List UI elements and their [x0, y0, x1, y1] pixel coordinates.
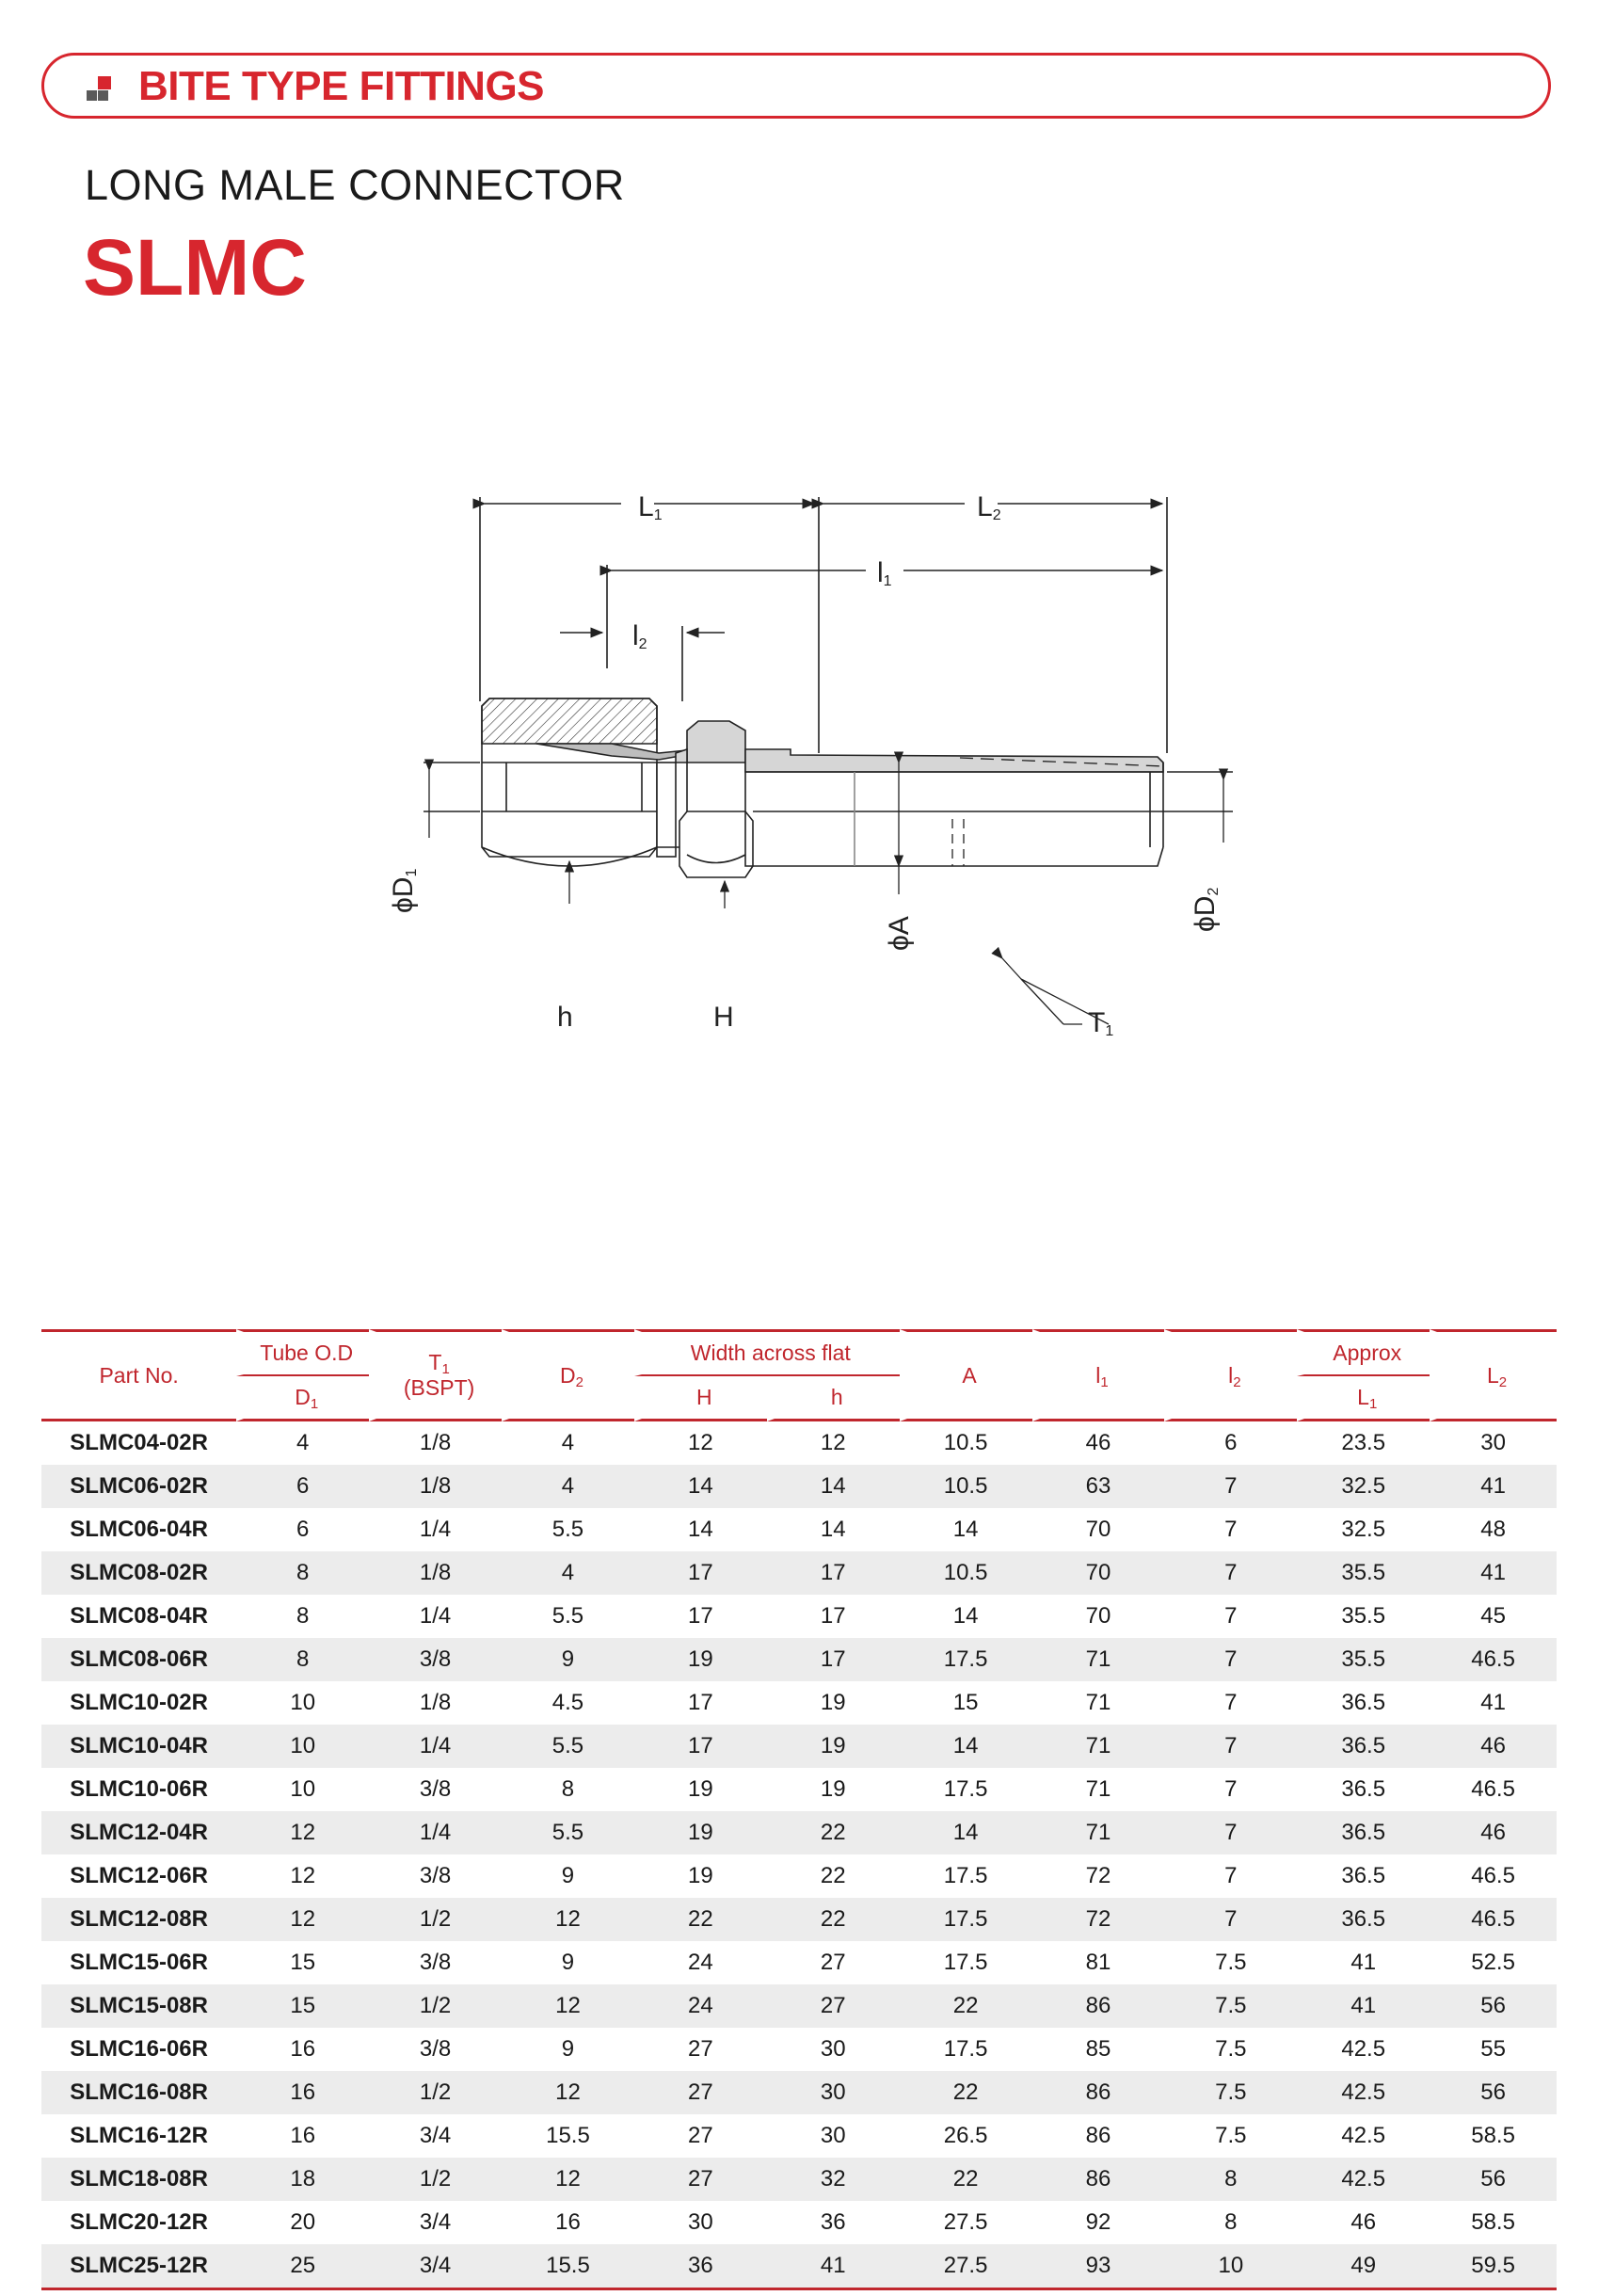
table-cell: 17 — [687, 1690, 713, 1715]
table-cell: 1/8 — [369, 1551, 502, 1595]
table-cell: 6 — [1224, 1430, 1238, 1455]
table-cell: 19 — [820, 1776, 846, 1802]
table-cell: 70 — [1032, 1551, 1165, 1595]
label-A: ϕA — [884, 916, 915, 951]
table-cell: 92 — [1085, 2209, 1111, 2235]
table-cell: 7 — [1224, 1603, 1238, 1629]
table-cell: 26.5 — [943, 2123, 988, 2148]
table-cell: 55 — [1480, 2036, 1506, 2062]
part-number-cell: SLMC12-06R — [70, 1863, 208, 1888]
table-cell: 46 — [1430, 1725, 1557, 1768]
table-cell: 17 — [634, 1551, 767, 1595]
table-cell: 46 — [1085, 1430, 1111, 1455]
table-cell: 86 — [1032, 2071, 1165, 2114]
table-cell: 23.5 — [1341, 1430, 1386, 1455]
table-cell: 3/8 — [419, 1776, 452, 1802]
table-cell: 6 — [296, 1517, 310, 1542]
part-number-cell: SLMC16-06R — [70, 2036, 208, 2062]
table-cell: 10 — [290, 1690, 316, 1715]
table-cell: 16 — [290, 2036, 316, 2062]
table-cell: 20 — [290, 2209, 316, 2235]
part-number-cell: SLMC16-08R — [41, 2071, 236, 2114]
table-cell: 86 — [1032, 1984, 1165, 2028]
table-cell: 14 — [767, 1465, 900, 1508]
table-cell: 3/4 — [419, 2123, 452, 2148]
table-cell: 14 — [952, 1517, 979, 1542]
table-cell: 15 — [290, 1950, 316, 1975]
th-L1: L1 — [1297, 1376, 1430, 1421]
label-h: h — [557, 1002, 573, 1033]
table-cell: 17.5 — [943, 1776, 988, 1802]
table-cell: 32 — [767, 2158, 900, 2201]
table-cell: 7 — [1164, 1898, 1297, 1941]
label-l1: l1 — [877, 557, 892, 589]
table-cell: 4 — [502, 1465, 634, 1508]
table-cell: 59.5 — [1430, 2244, 1557, 2290]
table-cell: 24 — [687, 1950, 713, 1975]
part-number-cell: SLMC25-12R — [41, 2244, 236, 2290]
table-cell: 36.5 — [1297, 1725, 1430, 1768]
label-D1: ϕD1 — [388, 868, 420, 913]
table-cell: 41 — [1297, 1984, 1430, 2028]
table-cell: 58.5 — [1471, 2209, 1515, 2235]
table-cell: 3/4 — [369, 2244, 502, 2290]
table-cell: 7 — [1164, 1551, 1297, 1595]
table-cell: 42.5 — [1297, 2158, 1430, 2201]
table-cell: 19 — [687, 1863, 713, 1888]
table-cell: 3/8 — [369, 1638, 502, 1681]
table-row — [41, 1595, 1557, 1638]
table-row — [41, 2114, 1557, 2158]
table-cell: 35.5 — [1297, 1638, 1430, 1681]
table-cell: 22 — [900, 2071, 1032, 2114]
table-cell: 46.5 — [1471, 1863, 1515, 1888]
table-cell: 17.5 — [900, 1898, 1032, 1941]
table-cell: 17.5 — [943, 1863, 988, 1888]
table-cell: 36 — [820, 2209, 846, 2235]
table-row — [41, 1465, 1557, 1508]
table-cell: 42.5 — [1341, 2123, 1386, 2148]
label-L2: L2 — [977, 491, 1001, 523]
th-part-no: Part No. — [41, 1329, 236, 1421]
th-tube-od: Tube O.D — [236, 1329, 369, 1376]
part-number-cell: SLMC08-02R — [41, 1551, 236, 1595]
table-cell: 7 — [1224, 1776, 1238, 1802]
table-cell: 1/2 — [369, 2071, 502, 2114]
table-cell: 16 — [555, 2209, 581, 2235]
table-cell: 1/4 — [369, 1725, 502, 1768]
th-t1: T1 (BSPT) — [369, 1329, 502, 1421]
table-cell: 7 — [1224, 1690, 1238, 1715]
table-cell: 86 — [1032, 2158, 1165, 2201]
table-cell: 27 — [634, 2158, 767, 2201]
label-H: H — [713, 1002, 734, 1033]
table-cell: 71 — [1032, 1725, 1165, 1768]
table-row — [41, 2244, 1557, 2290]
th-d2: D2 — [502, 1329, 634, 1421]
table-cell: 72 — [1032, 1898, 1165, 1941]
table-cell: 14 — [820, 1517, 846, 1542]
table-cell: 17.5 — [900, 1638, 1032, 1681]
spec-table — [41, 1329, 1557, 2290]
table-cell: 1/8 — [419, 1690, 452, 1715]
table-cell: 19 — [820, 1690, 846, 1715]
part-number-cell: SLMC08-06R — [41, 1638, 236, 1681]
table-cell: 12 — [236, 1898, 369, 1941]
part-number-cell: SLMC04-02R — [70, 1430, 208, 1455]
table-cell: 5.5 — [551, 1517, 584, 1542]
table-cell: 71 — [1032, 1638, 1165, 1681]
table-cell: 19 — [687, 1776, 713, 1802]
th-H: H — [634, 1376, 767, 1421]
table-cell: 19 — [767, 1725, 900, 1768]
table-cell: 7 — [1164, 1465, 1297, 1508]
table-cell: 12 — [236, 1811, 369, 1854]
table-cell: 9 — [561, 1950, 575, 1975]
table-cell: 6 — [236, 1465, 369, 1508]
table-row — [41, 1681, 1557, 1725]
table-cell: 7.5 — [1215, 2123, 1247, 2148]
table-cell: 41 — [767, 2244, 900, 2290]
table-cell: 7.5 — [1215, 1950, 1247, 1975]
table-cell: 46 — [1430, 1811, 1557, 1854]
table-row — [41, 1941, 1557, 1984]
table-cell: 71 — [1032, 1811, 1165, 1854]
table-cell: 12 — [502, 2158, 634, 2201]
part-number-cell: SLMC10-06R — [70, 1776, 208, 1802]
table-cell: 36.5 — [1297, 1898, 1430, 1941]
table-cell: 24 — [634, 1984, 767, 2028]
table-row — [41, 1421, 1557, 1465]
table-row — [41, 1898, 1557, 1941]
table-cell: 72 — [1085, 1863, 1111, 1888]
table-cell: 9 — [561, 1863, 575, 1888]
table-cell: 27 — [820, 1950, 846, 1975]
table-cell: 14 — [952, 1603, 979, 1629]
table-cell: 19 — [634, 1811, 767, 1854]
th-l2-small: l2 — [1164, 1329, 1297, 1421]
table-row — [41, 1638, 1557, 1681]
table-cell: 42.5 — [1341, 2036, 1386, 2062]
table-cell: 12 — [820, 1430, 846, 1455]
part-number-cell: SLMC08-04R — [70, 1603, 208, 1629]
table-cell: 1/2 — [369, 1898, 502, 1941]
table-cell: 8 — [236, 1638, 369, 1681]
table-cell: 8 — [296, 1603, 310, 1629]
table-cell: 85 — [1085, 2036, 1111, 2062]
table-cell: 9 — [561, 2036, 575, 2062]
label-T1: T1 — [1088, 1007, 1114, 1039]
table-cell: 58.5 — [1471, 2123, 1515, 2148]
table-cell: 1/4 — [369, 1811, 502, 1854]
table-cell: 3/8 — [419, 1950, 452, 1975]
header-banner — [41, 53, 1551, 119]
table-cell: 22 — [900, 1984, 1032, 2028]
part-number-cell: SLMC06-04R — [70, 1517, 208, 1542]
table-cell: 14 — [634, 1465, 767, 1508]
table-row — [41, 2201, 1557, 2244]
table-cell: 15.5 — [502, 2244, 634, 2290]
table-cell: 5.5 — [502, 1725, 634, 1768]
table-cell: 70 — [1085, 1517, 1111, 1542]
th-h: h — [767, 1376, 900, 1421]
part-number-cell: SLMC16-12R — [70, 2123, 208, 2148]
table-cell: 15.5 — [546, 2123, 590, 2148]
banner-title: BITE TYPE FITTINGS — [138, 63, 545, 109]
table-cell: 22 — [820, 1863, 846, 1888]
table-cell: 22 — [767, 1811, 900, 1854]
table-cell: 27 — [767, 1984, 900, 2028]
table-cell: 4.5 — [551, 1690, 584, 1715]
table-cell: 4 — [296, 1430, 310, 1455]
table-cell: 3/8 — [419, 2036, 452, 2062]
table-cell: 32.5 — [1341, 1517, 1386, 1542]
table-row — [41, 2028, 1557, 2071]
table-cell: 25 — [236, 2244, 369, 2290]
th-l1-small: l1 — [1032, 1329, 1165, 1421]
table-cell: 1/2 — [369, 1984, 502, 2028]
table-cell: 7 — [1224, 1517, 1238, 1542]
table-row — [41, 2071, 1557, 2114]
table-cell: 36.5 — [1341, 1776, 1386, 1802]
part-number-cell: SLMC18-08R — [41, 2158, 236, 2201]
table-cell: 7 — [1164, 1811, 1297, 1854]
th-L2: L2 — [1430, 1329, 1557, 1421]
table-cell: 36.5 — [1297, 1811, 1430, 1854]
table-cell: 14 — [687, 1517, 713, 1542]
table-row — [41, 1984, 1557, 2028]
table-cell: 27 — [687, 2036, 713, 2062]
part-number-cell: SLMC10-02R — [70, 1690, 208, 1715]
table-cell: 27.5 — [943, 2209, 988, 2235]
table-cell: 1/4 — [419, 1517, 452, 1542]
table-cell: 22 — [634, 1898, 767, 1941]
table-row — [41, 1854, 1557, 1898]
table-cell: 8 — [1164, 2158, 1297, 2201]
table-cell: 17 — [767, 1551, 900, 1595]
part-number-cell: SLMC20-12R — [70, 2209, 208, 2235]
table-cell: 32.5 — [1297, 1465, 1430, 1508]
th-width-across-flat: Width across flat — [634, 1329, 900, 1376]
table-cell: 17 — [820, 1603, 846, 1629]
table-cell: 7.5 — [1164, 1984, 1297, 2028]
th-d1: D1 — [236, 1376, 369, 1421]
table-cell: 16 — [290, 2123, 316, 2148]
table-cell: 12 — [687, 1430, 713, 1455]
table-cell: 10 — [1164, 2244, 1297, 2290]
table-cell: 10.5 — [900, 1551, 1032, 1595]
table-cell: 30 — [767, 2071, 900, 2114]
table-cell: 12 — [290, 1863, 316, 1888]
table-cell: 35.5 — [1297, 1551, 1430, 1595]
table-cell: 27 — [687, 2123, 713, 2148]
table-cell: 7 — [1164, 1638, 1297, 1681]
table-cell: 46.5 — [1471, 1776, 1515, 1802]
table-cell: 1/4 — [419, 1603, 452, 1629]
table-cell: 14 — [900, 1725, 1032, 1768]
table-cell: 63 — [1032, 1465, 1165, 1508]
table-cell: 56 — [1430, 2071, 1557, 2114]
table-cell: 41 — [1350, 1950, 1377, 1975]
table-cell: 36.5 — [1341, 1690, 1386, 1715]
table-cell: 12 — [502, 1984, 634, 2028]
table-cell: 5.5 — [551, 1603, 584, 1629]
label-l2: l2 — [632, 620, 647, 652]
table-cell: 8 — [561, 1776, 575, 1802]
table-cell: 17.5 — [943, 1950, 988, 1975]
table-row — [41, 2158, 1557, 2201]
table-cell: 45 — [1480, 1603, 1506, 1629]
table-cell: 35.5 — [1341, 1603, 1386, 1629]
table-cell: 14 — [900, 1811, 1032, 1854]
table-cell: 10 — [290, 1776, 316, 1802]
table-cell: 12 — [502, 2071, 634, 2114]
table-cell: 19 — [634, 1638, 767, 1681]
table-cell: 46.5 — [1430, 1638, 1557, 1681]
table-cell: 3/4 — [419, 2209, 452, 2235]
table-cell: 48 — [1480, 1517, 1506, 1542]
table-cell: 52.5 — [1471, 1950, 1515, 1975]
table-cell: 10.5 — [943, 1430, 988, 1455]
table-cell: 17.5 — [943, 2036, 988, 2062]
th-approx: Approx — [1297, 1329, 1430, 1376]
part-number-cell: SLMC12-08R — [41, 1898, 236, 1941]
table-cell: 9 — [502, 1638, 634, 1681]
table-cell: 30 — [820, 2123, 846, 2148]
table-cell: 30 — [687, 2209, 713, 2235]
brand-squares-icon — [87, 76, 111, 101]
table-row — [41, 1768, 1557, 1811]
part-number-cell: SLMC12-04R — [41, 1811, 236, 1854]
table-cell: 18 — [236, 2158, 369, 2201]
table-cell: 15 — [952, 1690, 979, 1715]
th-a: A — [900, 1329, 1032, 1421]
table-cell: 4 — [561, 1430, 575, 1455]
product-name: LONG MALE CONNECTOR — [85, 161, 625, 209]
table-cell: 22 — [900, 2158, 1032, 2201]
table-cell: 12 — [502, 1898, 634, 1941]
connector-drawing — [339, 471, 1280, 1054]
table-cell: 15 — [236, 1984, 369, 2028]
table-cell: 41 — [1480, 1690, 1506, 1715]
part-number-cell: SLMC06-02R — [41, 1465, 236, 1508]
table-row — [41, 1551, 1557, 1595]
table-cell: 10 — [236, 1725, 369, 1768]
table-cell: 46.5 — [1430, 1898, 1557, 1941]
table-cell: 71 — [1085, 1690, 1111, 1715]
table-cell: 7.5 — [1164, 2071, 1297, 2114]
table-cell: 1/2 — [369, 2158, 502, 2201]
table-row — [41, 1725, 1557, 1768]
table-cell: 7.5 — [1215, 2036, 1247, 2062]
table-cell: 70 — [1085, 1603, 1111, 1629]
table-cell: 49 — [1297, 2244, 1430, 2290]
table-cell: 56 — [1430, 2158, 1557, 2201]
table-cell: 7 — [1164, 1725, 1297, 1768]
table-row — [41, 1508, 1557, 1551]
label-L1: L1 — [638, 491, 663, 523]
table-cell: 93 — [1032, 2244, 1165, 2290]
product-code: SLMC — [83, 223, 307, 312]
table-cell: 1/8 — [369, 1465, 502, 1508]
table-cell: 16 — [236, 2071, 369, 2114]
table-cell: 27 — [634, 2071, 767, 2114]
table-cell: 5.5 — [502, 1811, 634, 1854]
table-cell: 10.5 — [900, 1465, 1032, 1508]
table-cell: 46 — [1350, 2209, 1377, 2235]
table-cell: 7 — [1224, 1863, 1238, 1888]
table-cell: 41 — [1430, 1551, 1557, 1595]
table-cell: 1/8 — [419, 1430, 452, 1455]
part-number-cell: SLMC15-08R — [41, 1984, 236, 2028]
table-cell: 3/8 — [419, 1863, 452, 1888]
table-cell: 17 — [687, 1603, 713, 1629]
table-cell: 8 — [1224, 2209, 1238, 2235]
label-D2: ϕD2 — [1190, 887, 1222, 932]
table-row — [41, 1811, 1557, 1854]
table-cell: 81 — [1085, 1950, 1111, 1975]
table-cell: 36 — [634, 2244, 767, 2290]
table-cell: 17 — [767, 1638, 900, 1681]
table-cell: 86 — [1085, 2123, 1111, 2148]
table-cell: 41 — [1430, 1465, 1557, 1508]
table-cell: 71 — [1085, 1776, 1111, 1802]
table-cell: 17 — [634, 1725, 767, 1768]
table-cell: 22 — [767, 1898, 900, 1941]
table-cell: 8 — [236, 1551, 369, 1595]
table-body — [41, 1421, 1557, 2290]
table-cell: 4 — [502, 1551, 634, 1595]
table-cell: 30 — [820, 2036, 846, 2062]
table-cell: 27.5 — [900, 2244, 1032, 2290]
table-cell: 42.5 — [1297, 2071, 1430, 2114]
table-cell: 36.5 — [1341, 1863, 1386, 1888]
table-cell: 30 — [1480, 1430, 1506, 1455]
table-cell: 56 — [1430, 1984, 1557, 2028]
part-number-cell: SLMC15-06R — [70, 1950, 208, 1975]
part-number-cell: SLMC10-04R — [41, 1725, 236, 1768]
